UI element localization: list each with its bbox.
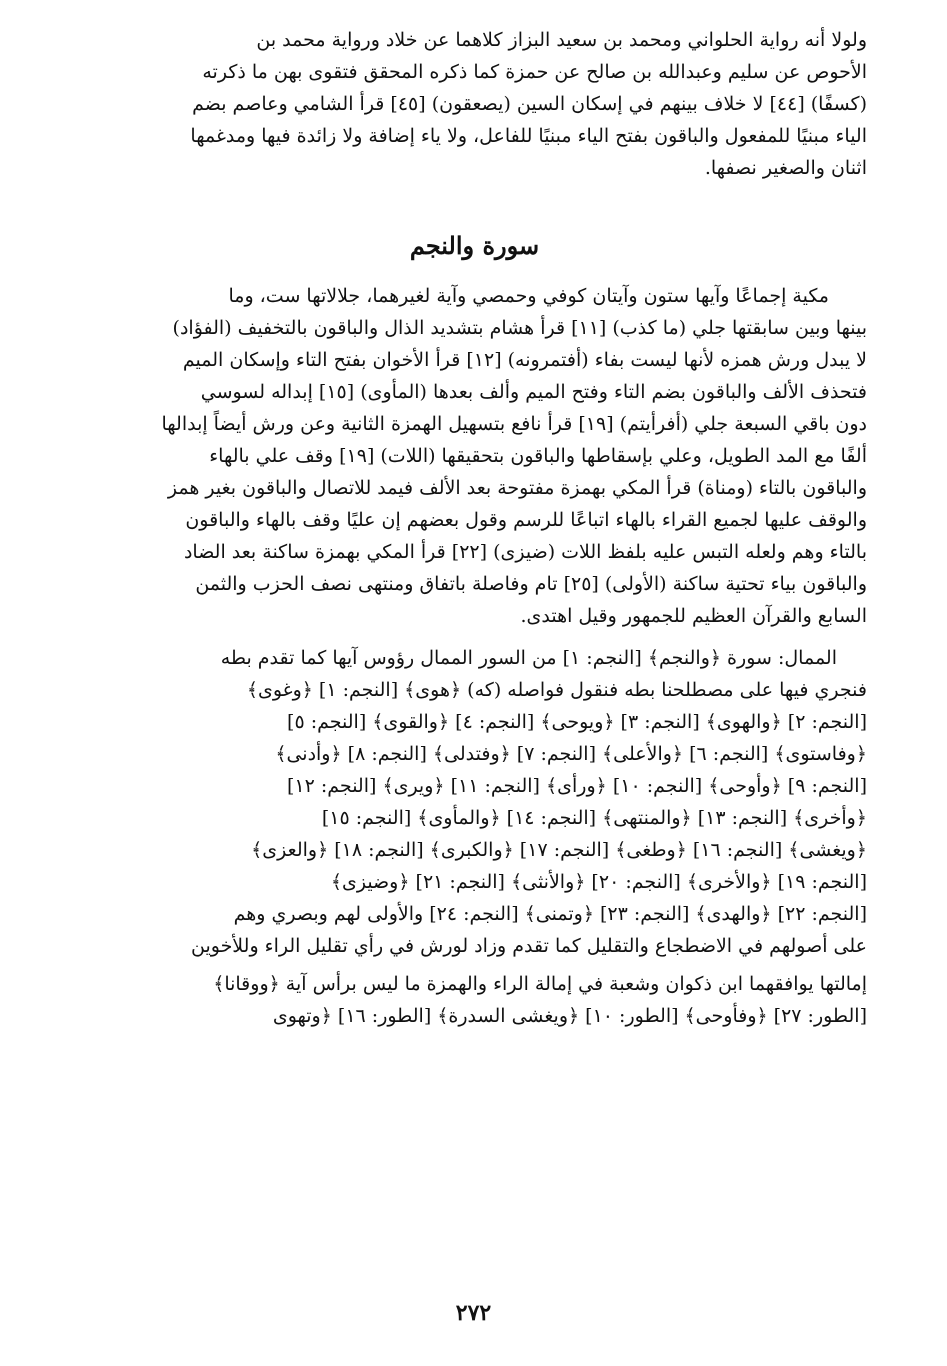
text-line: دون باقي السبعة جلي (أفرأيتم) [١٩] قرأ نافع بتسهيل الهمزة الثانية وعن ورش أيضاً إبدالها [161,413,867,435]
text-line: والباقون بياء تحتية ساكنة (الأولى) [٢٥] تام وفاصلة باتفاق ومنتهى نصف الحزب والثمن [195,573,867,595]
page-number: ٢٧٢ [455,1300,492,1326]
text-line: فتحذف الألف والباقون بضم التاء وفتح الميم وألف بعدها (المأوى) [١٥] إبداله لسوسي [200,381,867,403]
paragraph-surah-notes [82,280,867,632]
text-line: بينها وبين سابقتها جلي (ما كذب) [١١] قرأ هشام بتشديد الذال والباقون بالتخفيف (الفؤاد) [172,317,867,339]
text-line: السابع والقرآن العظيم للجمهور وقيل اهتدى. [520,605,867,627]
paragraph-intro [82,24,867,184]
text-line: فنجري فيها على مصطلحنا بطه فنقول فواصله (كه) ﴿هوى﴾ [النجم: ١] ﴿وغوى﴾ [246,679,867,701]
text-line: [النجم: ٩] ﴿وأوحى﴾ [النجم: ١٠] ﴿ورأى﴾ [النجم: ١١] ﴿ويرى﴾ [النجم: ١٢] [287,775,867,797]
text-line: [النجم: ٢] ﴿والهوى﴾ [النجم: ٣] ﴿ويوحى﴾ [النجم: ٤] ﴿والقوى﴾ [النجم: ٥] [287,711,867,733]
text-line: [النجم: ٢٢] ﴿والهدى﴾ [النجم: ٢٣] ﴿وتمنى﴾ [النجم: ٢٤] والأولى لهم وبصري وهم [233,903,867,925]
text-line: الياء مبنيًا للمفعول والباقون بفتح الياء مبنيًا للفاعل، ولا ياء إضافة ولا زائدة فيها ومدغمها [190,125,867,147]
text-line: ﴿ويغشى﴾ [النجم: ١٦] ﴿وطغى﴾ [النجم: ١٧] ﴿والكبرى﴾ [النجم: ١٨] ﴿والعزى﴾ [251,839,867,861]
text-line: [الطور: ٢٧] ﴿وفأوحى﴾ [الطور: ١٠] ﴿ويغشى السدرة﴾ [الطور: ١٦] ﴿وتهوى [272,1005,867,1027]
text-line: مكية إجماعًا وآيها ستون وآيتان كوفي وحمصي وآية لغيرهما، جلالاتها ست، وما [228,285,829,307]
text-line: على أصولهم في الاضطجاع والتقليل كما تقدم وزاد لورش في رأي تقليل الراء وللأخوين [191,935,867,957]
text-line: (كسفًا) [٤٤] لا خلاف بينهم في إسكان السين (يصعقون) [٤٥] قرأ الشامي وعاصم بضم [192,93,867,115]
surah-title: سورة والنجم [409,231,540,260]
text-line: اثنان والصغير نصفها. [704,157,867,179]
text-line: ﴿وفاستوى﴾ [النجم: ٦] ﴿والأعلى﴾ [النجم: ٧] ﴿وفتدلى﴾ [النجم: ٨] ﴿وأدنى﴾ [275,743,867,765]
page-body [82,24,867,1032]
text-line: [النجم: ١٩] ﴿والأخرى﴾ [النجم: ٢٠] ﴿والأنثى﴾ [النجم: ٢١] ﴿وضيزى﴾ [330,871,867,893]
text-line: الأحوص عن سليم وعبدالله بن صالح عن حمزة كما ذكره المحقق فتقوى بهن ما ذكرته [202,61,867,83]
text-line: ألفًا مع المد الطويل، وعلي بإسقاطها والباقون بتحقيقها (اللات) [١٩] وقف علي بالهاء [209,445,867,467]
text-line: لا يبدل ورش همزه لأنها ليست بفاء (أفتمرونه) [١٢] قرأ الأخوان بفتح التاء وإسكان الميم [182,349,867,371]
text-line: والباقون بالتاء (ومناة) قرأ المكي بهمزة مفتوحة بعد الألف فيمد للاتصال والباقون بغير همز [167,477,867,499]
text-line: والوقف عليها لجميع القراء بالهاء اتباعًا للرسم وقول بعضهم إن عليًا وقف بالهاء والباقون [185,509,867,531]
text-line: بالتاء وهم ولعله التبس عليه بلفظ اللات (ضيزى) [٢٢] قرأ المكي بهمزة ساكنة بعد الضاد [183,541,867,563]
text-line: إمالتها يوافقهما ابن ذكوان وشعبة في إمالة الراء والهمزة ما ليس برأس آية ﴿ووقانا﴾ [213,973,867,995]
text-line: ﴿وأخرى﴾ [النجم: ١٣] ﴿والمنتهى﴾ [النجم: ١٤] ﴿والمأوى﴾ [النجم: ١٥] [321,807,867,829]
paragraph-continuation [82,968,867,1032]
text-line: ولولا أنه رواية الحلواني ومحمد بن سعيد البزاز كلاهما عن خلاد ورواية محمد بن [256,29,867,51]
paragraph-mumal [82,642,867,962]
text-line: الممال: سورة ﴿والنجم﴾ [النجم: ١] من السور الممال رؤوس آيها كما تقدم بطه [220,647,837,669]
